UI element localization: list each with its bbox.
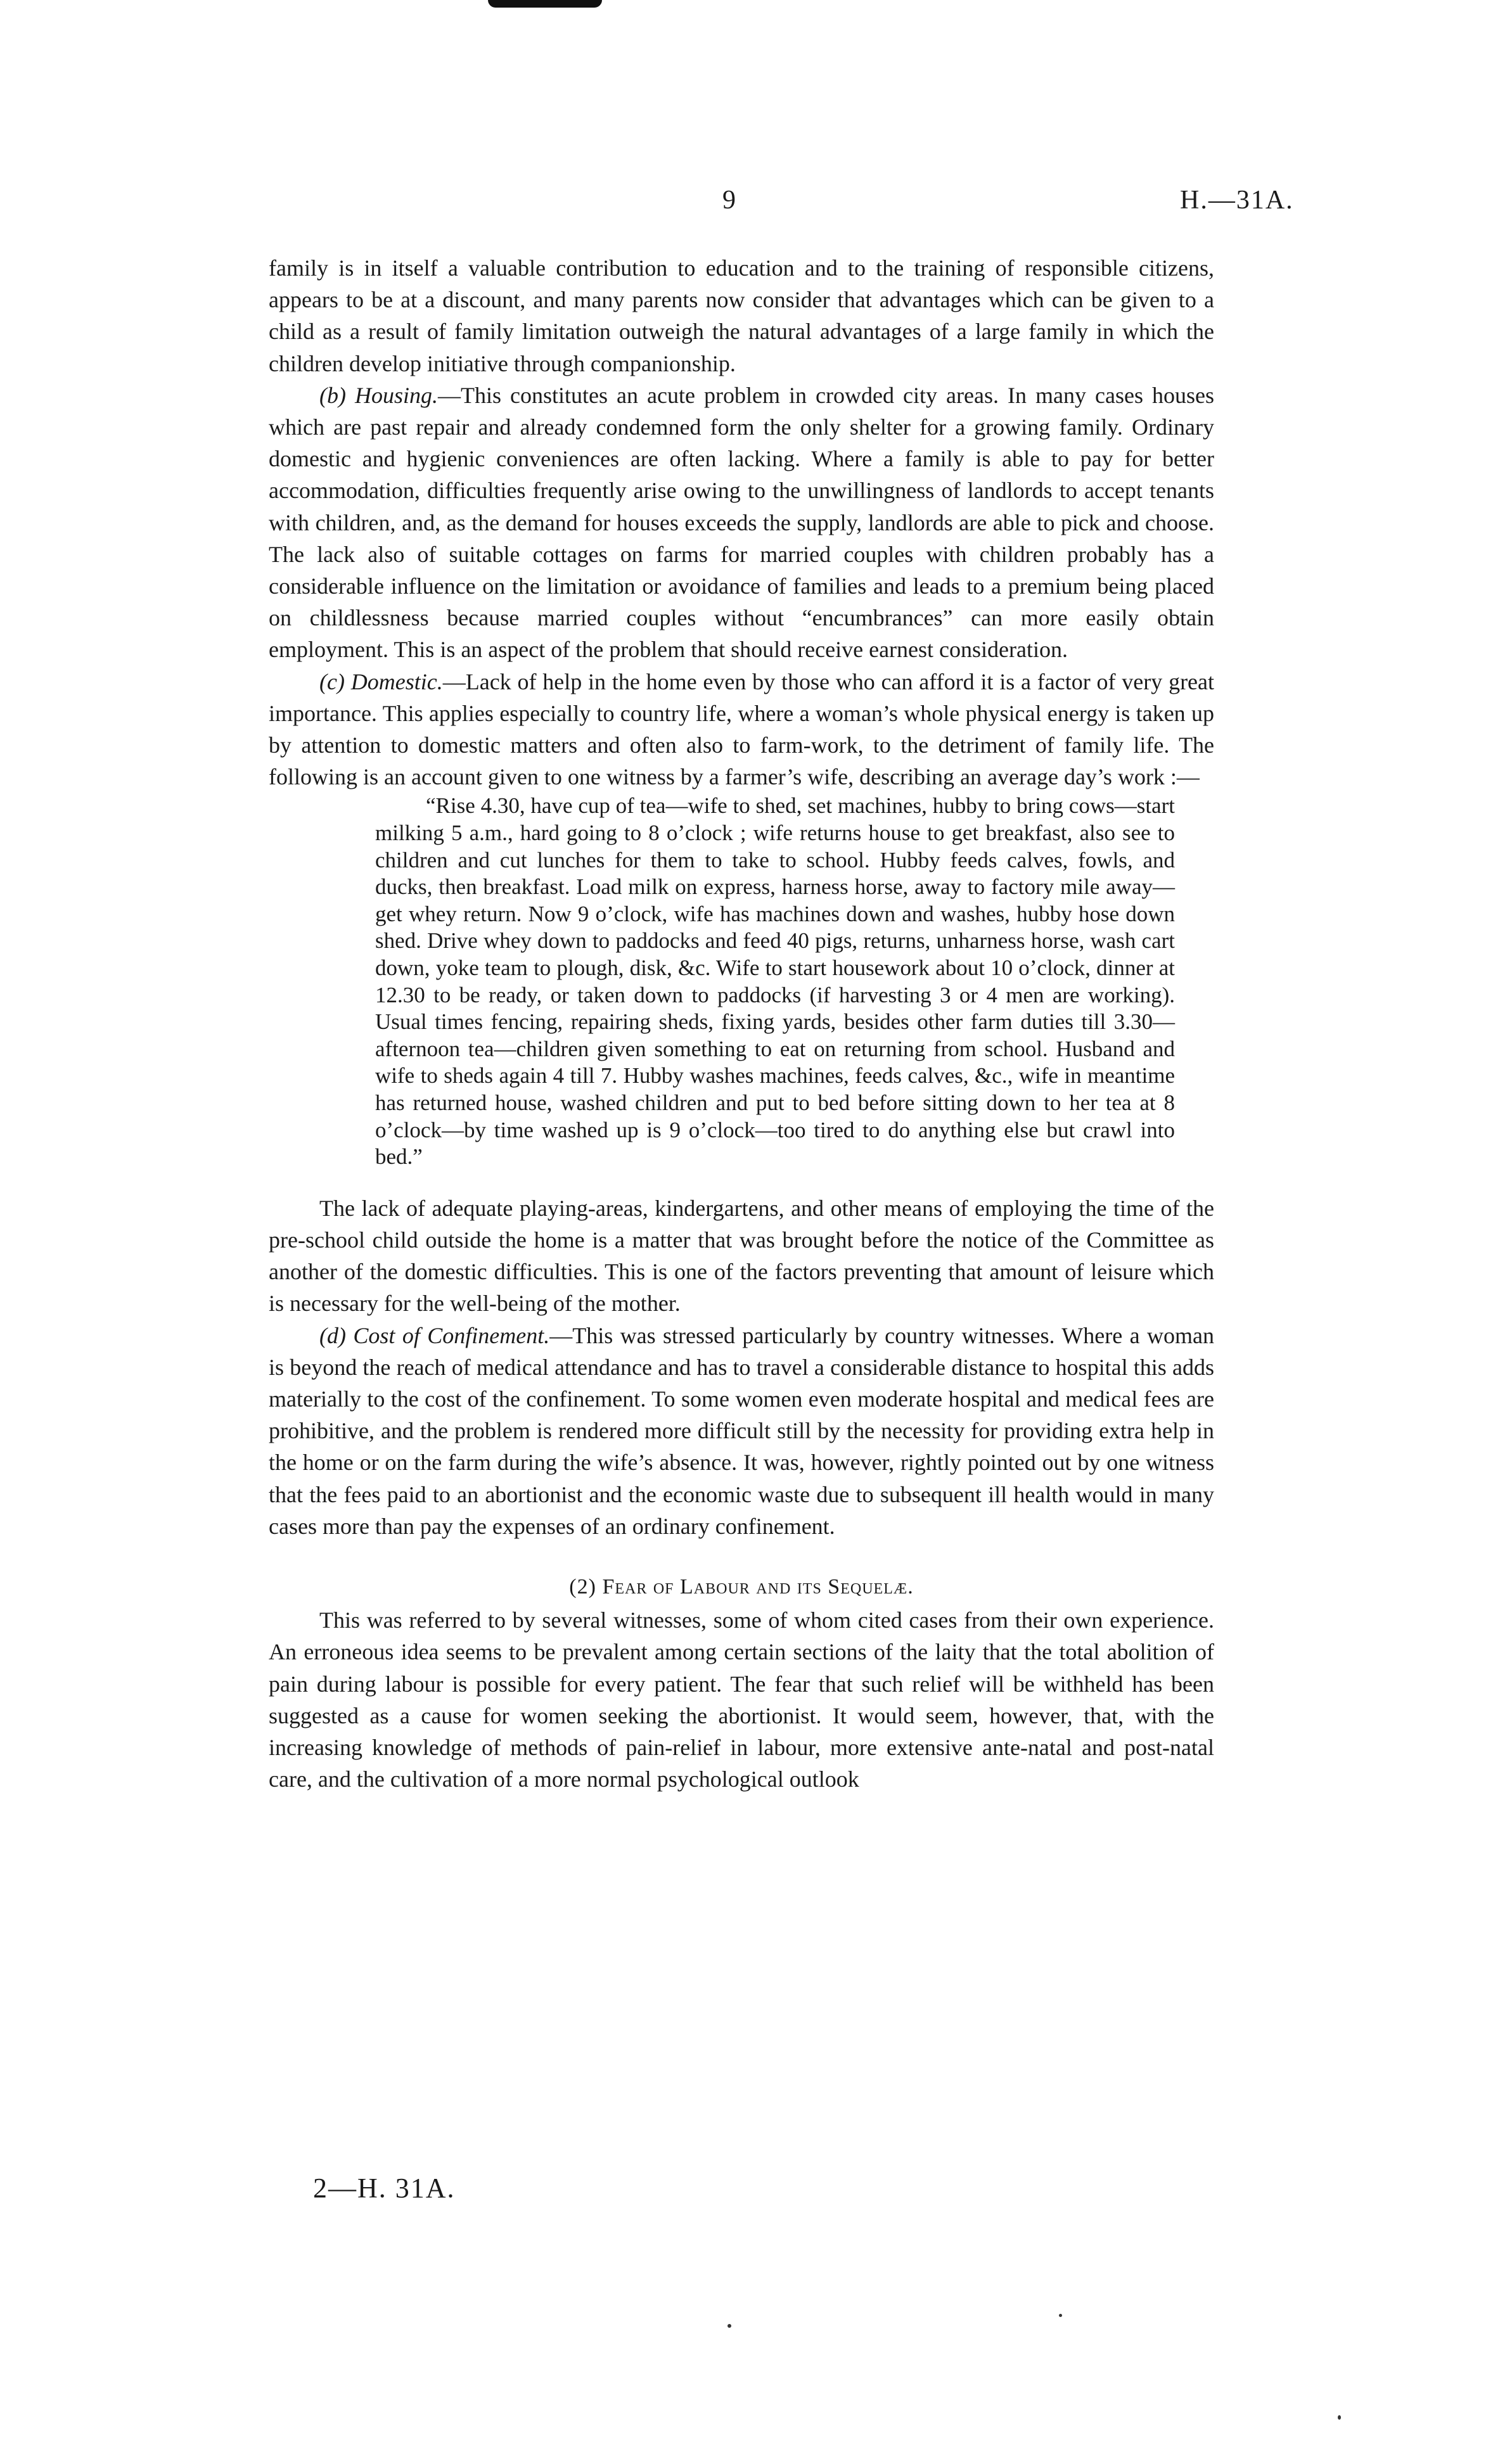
farmers-wife-quote: “Rise 4.30, have cup of tea—wife to shed, set machines, hubby to bring cows—start milking 5 a.m., hard going to 8 o’clock ; wife returns house to get breakfast, also see to children and cut lunches for them to take to school. Hubby feeds calves, fowls, and ducks, then breakfast. Load milk on express, harness horse, away to factory mile away—get whey return. Now 9 o’clock, wife has machines down and washes, hubby hose down shed. Drive whey down to paddocks and feed 40 pigs, returns, unharness horse, wash cart down, yoke team to plough, disk, &c. Wife to start housework about 10 o’clock, dinner at 12.30 to be ready, or taken down to paddocks (if harvesting 3 or 4 men are working). Usual times fencing, repairing sheds, fixing yards, besides other farm duties till 3.30—afternoon tea—children given something to eat on returning from school. Husband and wife to sheds again 4 till 7. Hubby washes machines, feeds calves, &c., wife in meantime has returned house, washed children and put to bed before sitting down to her tea at 8 o’clock—by time washed up is 9 o’clock—too tired to do anything else but crawl into bed.”	[375, 793, 1175, 1170]
speck-mark	[1338, 2415, 1341, 2420]
document-body	[269, 252, 1214, 1795]
confinement-text: —This was stressed particularly by country witnesses. Where a woman is beyond the reach of medical attendance and has to travel a considerable distance to hospital this adds materially to the cost of the confinement. To some women even moderate hospital and medical fees are prohibitive, and the problem is rendered more difficult still by the necessity for providing extra help in the home or on the farm during the wife’s absence. It was, however, rightly pointed out by one witness that the fees paid to an abortionist and the economic waste due to subsequent ill health would in many cases more than pay the expenses of an ordinary confinement.	[269, 1322, 1214, 1539]
signature-mark: 2—H. 31A.	[313, 2173, 456, 2204]
paragraph-domestic	[269, 666, 1214, 793]
confinement-label: (d) Cost of Confinement.	[319, 1322, 550, 1348]
housing-text: —This constitutes an acute problem in crowded city areas. In many cases houses which are past repair and already condemned form the only shelter for a growing family. Ordinary domestic and hygienic conveniences are often lacking. Where a family is able to pay for better accommodation, difficulties frequently arise owing to the unwillingness of landlords to accept tenants with children, and, as the demand for houses exceeds the supply, landlords are able to pick and choose. The lack also of suitable cottages on farms for married couples with children probably has a considerable influence on the limitation or avoidance of families and leads to a premium being placed on childlessness because married couples without “encumbrances” can more easily obtain employment. This is an aspect of the problem that should receive earnest consideration.	[269, 382, 1214, 663]
paragraph-cost-of-confinement	[269, 1320, 1214, 1542]
top-edge-mark	[488, 0, 602, 8]
speck-mark	[727, 2324, 731, 2328]
domestic-label: (c) Domestic.	[319, 668, 443, 694]
section-heading-text: (2) Fear of Labour and its Sequelæ.	[569, 1575, 914, 1599]
page-number: 9	[722, 186, 736, 215]
paragraph-family-continuation: family is in itself a valuable contribution to education and to the training of responsible citizens, appears to be at a discount, and many parents now consider that advantages which can be given to a child as a result of family limitation outweigh the natural advantages of a large family in which the children develop initiative through companionship.	[269, 255, 1214, 376]
paragraph-fear-of-labour: This was referred to by several witnesses, some of whom cited cases from their own experience. An erroneous idea seems to be prevalent among certain sections of the laity that the total abolition of pain during labour is possible for every patient. The fear that such relief will be withheld has been suggested as a cause for women seeking the abortionist. It would seem, however, that, with the increasing knowledge of methods of pain-relief in labour, more extensive ante-natal and post-natal care, and the cultivation of a more normal psychological outlook	[269, 1607, 1214, 1792]
domestic-text: —Lack of help in the home even by those who can afford it is a factor of very great importance. This applies especially to country life, where a woman’s whole physical energy is taken up by attention to domestic matters and often also to farm-work, to the detriment of family life. The following is an account given to one witness by a farmer’s wife, describing an average day’s work :—	[269, 668, 1215, 790]
speck-mark	[1059, 2314, 1062, 2317]
section-heading-fear-of-labour	[269, 1571, 1214, 1603]
paragraph-housing	[269, 380, 1214, 666]
document-reference: H.—31A.	[1180, 186, 1294, 215]
paragraph-playing-areas: The lack of adequate playing-areas, kindergartens, and other means of employing the time of the pre-school child outside the home is a matter that was brought before the notice of the Committee as another of the domestic difficulties. This is one of the factors preventing that amount of leisure which is necessary for the well-being of the mother.	[269, 1195, 1214, 1317]
housing-label: (b) Housing.	[319, 382, 439, 408]
